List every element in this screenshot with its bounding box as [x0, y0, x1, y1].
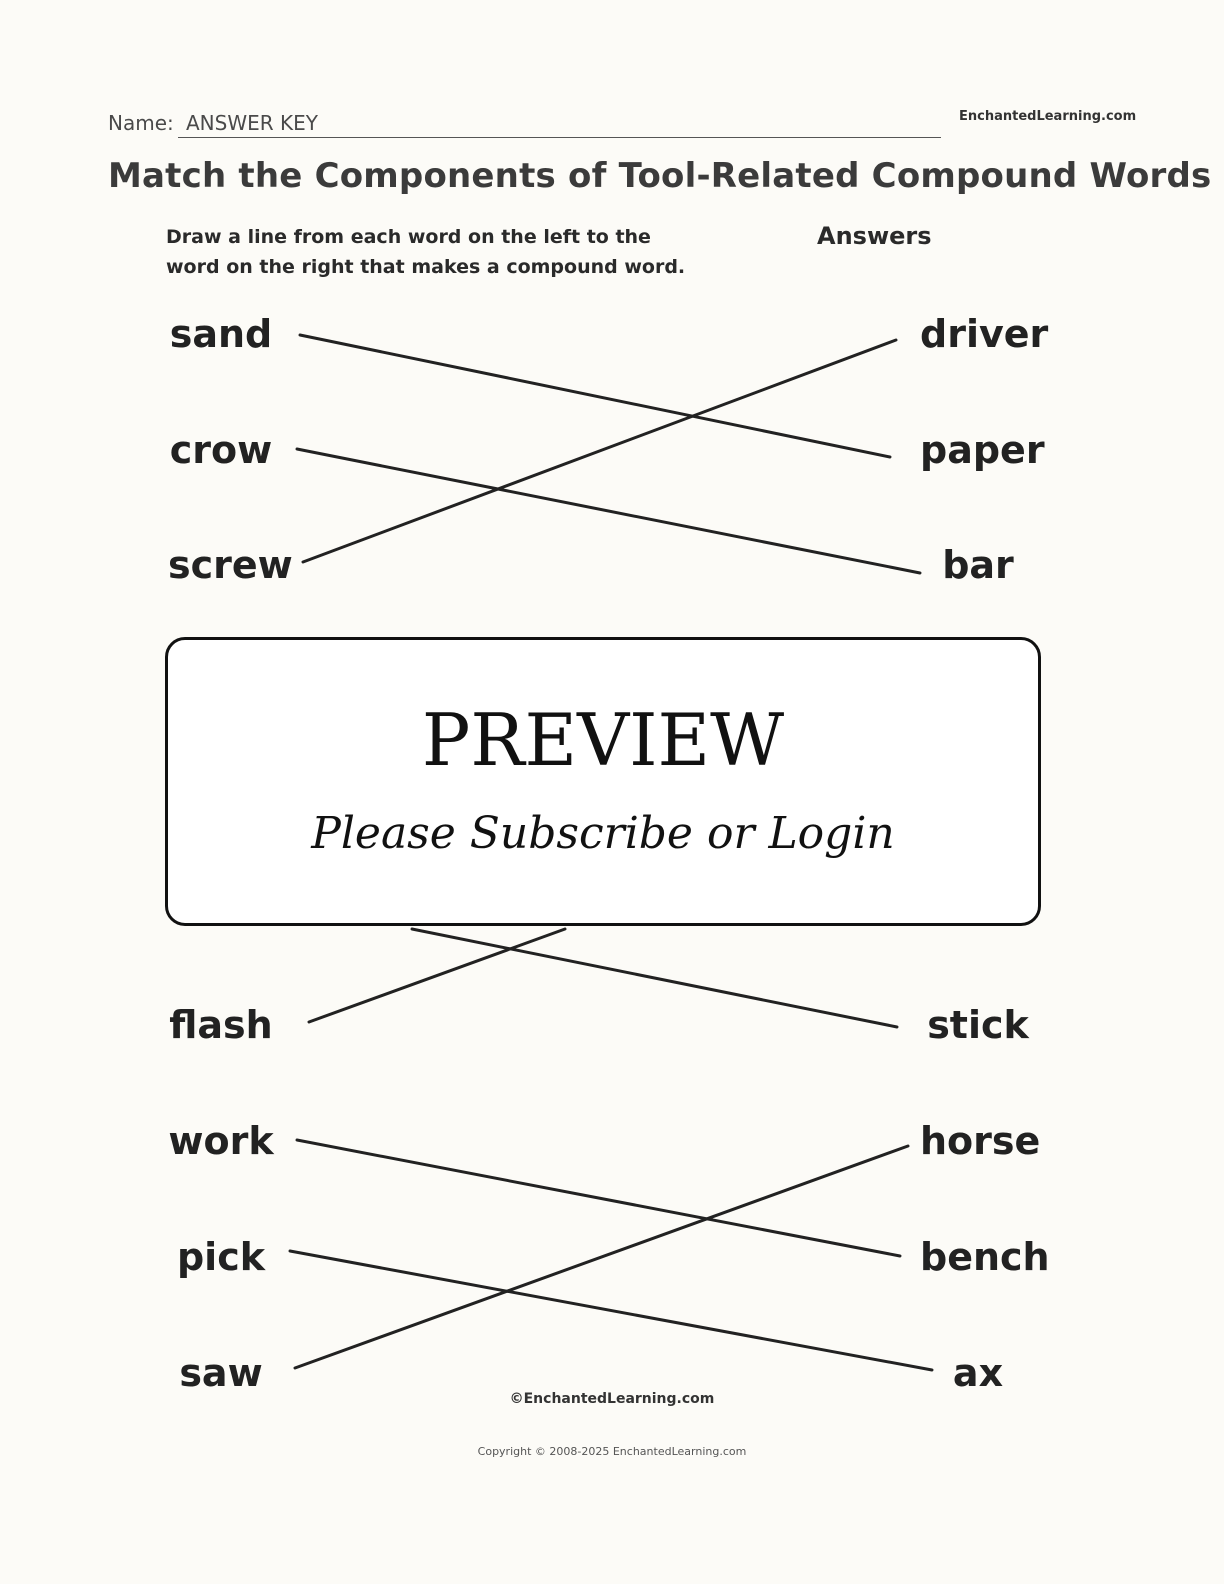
match-line-work-bench: [297, 1140, 900, 1256]
match-line-saw-horse: [295, 1146, 908, 1368]
right-word-paper: paper: [920, 428, 1045, 472]
match-line-sand-paper: [300, 335, 890, 457]
right-word-bench: bench: [920, 1235, 1050, 1279]
watermark: ©EnchantedLearning.com: [509, 1391, 715, 1407]
match-line-upper-hidden: [412, 929, 897, 1027]
name-value: ANSWER KEY: [186, 111, 318, 135]
left-word-flash: flash: [169, 1003, 273, 1047]
left-word-work: work: [168, 1119, 274, 1163]
left-word-sand: sand: [169, 312, 273, 356]
right-word-stick: stick: [927, 1003, 1029, 1047]
copyright: Copyright © 2008-2025 EnchantedLearning.com: [477, 1445, 747, 1458]
preview-title: PREVIEW: [421, 698, 785, 782]
match-line-pick-ax: [290, 1251, 932, 1370]
match-line-screw-driver: [303, 340, 896, 562]
right-word-driver: driver: [920, 312, 1049, 356]
right-word-horse: horse: [920, 1119, 1041, 1163]
brand-logo: EnchantedLearning.com: [959, 109, 1137, 124]
match-line-flash: [309, 929, 565, 1022]
page-title: Match the Components of Tool-Related Compound Words: [108, 156, 1212, 196]
subscribe-login-link[interactable]: Please Subscribe or Login: [311, 808, 895, 859]
left-word-pick: pick: [176, 1235, 266, 1279]
right-word-bar: bar: [942, 543, 1014, 587]
left-word-saw: saw: [179, 1351, 263, 1395]
left-word-crow: crow: [169, 428, 273, 472]
preview-overlay[interactable]: [165, 637, 1041, 926]
left-word-screw: screw: [168, 543, 293, 587]
name-label: Name:: [108, 111, 174, 135]
right-word-ax: ax: [952, 1351, 1004, 1395]
answers-label: Answers: [817, 222, 932, 250]
match-line-crow-bar: [297, 449, 920, 573]
instructions: Draw a line from each word on the left to the word on the right that makes a compound word.: [166, 226, 686, 278]
